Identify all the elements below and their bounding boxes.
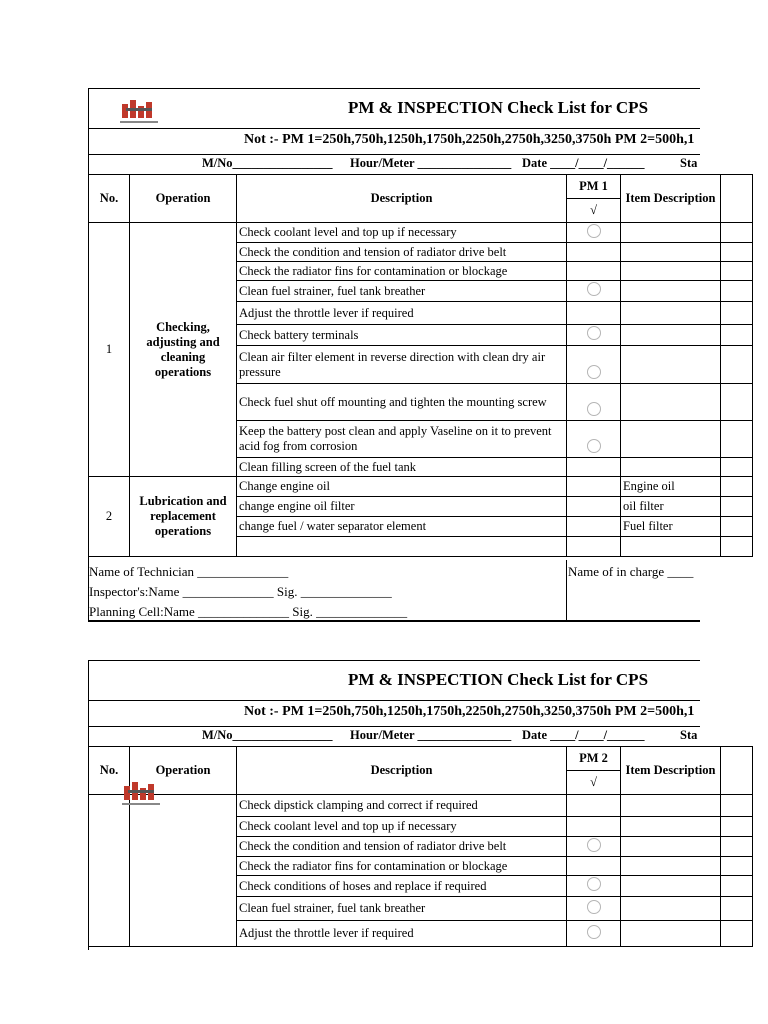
cut-cell <box>721 921 753 947</box>
item-cell <box>621 817 721 837</box>
pm-check-cell[interactable] <box>567 857 621 876</box>
group-number: 2 <box>89 477 130 557</box>
cut-cell <box>721 384 753 421</box>
header-check-mark: √ <box>567 199 621 223</box>
checklist-table <box>88 746 753 947</box>
task-description: Adjust the throttle lever if required <box>237 921 567 947</box>
cut-cell <box>721 795 753 817</box>
date-field[interactable]: Date ____/____/______ <box>522 728 645 742</box>
cut-cell <box>721 223 753 243</box>
task-description: Check coolant level and top up if necessary <box>237 817 567 837</box>
cut-cell <box>721 477 753 497</box>
item-cell: Engine oil <box>621 477 721 497</box>
task-description: Change engine oil <box>237 477 567 497</box>
item-cell <box>621 837 721 857</box>
header-no: No. <box>89 747 130 795</box>
inspector-name-field[interactable]: Inspector's:Name ______________ Sig. ______________ <box>89 584 392 599</box>
pm-check-cell[interactable] <box>567 223 621 243</box>
item-cell <box>621 537 721 557</box>
pm-check-cell[interactable] <box>567 346 621 384</box>
task-description: Check fuel shut off mounting and tighten the mounting screw <box>237 384 567 421</box>
hour-meter-field[interactable]: Hour/Meter _______________ <box>350 156 512 170</box>
pm-interval-text: Not :- PM 1=250h,750h,1250h,1750h,2250h,2750h,3250,3750h PM 2=500h,1 <box>244 704 695 719</box>
check-circle-icon[interactable] <box>587 900 601 914</box>
pm-check-cell[interactable] <box>567 384 621 421</box>
checklist-sheet-1 <box>88 88 716 622</box>
check-circle-icon[interactable] <box>587 326 601 340</box>
header-pm: PM 2 <box>567 747 621 771</box>
cut-cell <box>721 837 753 857</box>
pm-check-cell[interactable] <box>567 421 621 458</box>
pm-check-cell[interactable] <box>567 537 621 557</box>
check-circle-icon[interactable] <box>587 365 601 379</box>
title-row <box>88 88 700 129</box>
group-operation: Checking, adjusting and cleaning operations <box>130 223 237 477</box>
cut-cell <box>721 243 753 262</box>
header-operation: Operation <box>130 747 237 795</box>
pm-interval-note <box>88 700 700 727</box>
cut-cell <box>721 497 753 517</box>
task-description: Clean air filter element in reverse direction with clean dry air pressure <box>237 346 567 384</box>
task-description: Check the radiator fins for contamination or blockage <box>237 857 567 876</box>
header-operation: Operation <box>130 175 237 223</box>
item-cell <box>621 384 721 421</box>
check-circle-icon[interactable] <box>587 282 601 296</box>
check-circle-icon[interactable] <box>587 439 601 453</box>
item-cell <box>621 325 721 346</box>
cut-cell <box>721 897 753 921</box>
item-cell <box>621 421 721 458</box>
item-cell <box>621 223 721 243</box>
cut-cell <box>721 517 753 537</box>
task-description: change engine oil filter <box>237 497 567 517</box>
group-number: 1 <box>89 223 130 477</box>
item-cell <box>621 795 721 817</box>
pm-check-cell[interactable] <box>567 281 621 302</box>
check-circle-icon[interactable] <box>587 925 601 939</box>
task-description: Check coolant level and top up if necessary <box>237 223 567 243</box>
pm-interval-note <box>88 128 700 155</box>
start-field[interactable]: Sta <box>680 728 698 742</box>
check-circle-icon[interactable] <box>587 224 601 238</box>
technician-name-field[interactable]: Name of Technician ______________ <box>89 564 289 579</box>
item-cell <box>621 346 721 384</box>
task-description: Clean filling screen of the fuel tank <box>237 458 567 477</box>
company-logo-icon <box>118 780 166 808</box>
header-item-description: Item Description <box>621 175 721 223</box>
header-description: Description <box>237 175 567 223</box>
footer-divider <box>566 560 567 622</box>
pm-check-cell[interactable] <box>567 876 621 897</box>
task-description: change fuel / water separator element <box>237 517 567 537</box>
task-description: Check conditions of hoses and replace if required <box>237 876 567 897</box>
pm-check-cell[interactable] <box>567 517 621 537</box>
item-cell <box>621 897 721 921</box>
header-check-mark: √ <box>567 771 621 795</box>
planning-cell-name-field[interactable]: Planning Cell:Name ______________ Sig. ______________ <box>89 604 408 619</box>
item-cell <box>621 921 721 947</box>
hour-meter-field[interactable]: Hour/Meter _______________ <box>350 728 512 742</box>
signature-footer <box>88 560 700 622</box>
cut-cell <box>721 876 753 897</box>
pm-interval-text: Not :- PM 1=250h,750h,1250h,1750h,2250h,2750h,3250,3750h PM 2=500h,1 <box>244 132 695 147</box>
title-row <box>88 660 700 701</box>
pm-check-cell[interactable] <box>567 477 621 497</box>
header-no: No. <box>89 175 130 223</box>
item-cell <box>621 876 721 897</box>
task-description: Clean fuel strainer, fuel tank breather <box>237 897 567 921</box>
task-description: Check dipstick clamping and correct if required <box>237 795 567 817</box>
pm-check-cell[interactable] <box>567 897 621 921</box>
in-charge-name-field[interactable]: Name of in charge ____ <box>568 564 694 579</box>
header-cut-cell <box>721 747 753 795</box>
group-operation: Lubrication and replacement operations <box>130 477 237 557</box>
cut-cell <box>721 281 753 302</box>
meta-row <box>88 154 700 175</box>
cut-cell <box>721 302 753 325</box>
frame-border <box>88 620 700 622</box>
header-cut-cell <box>721 175 753 223</box>
cut-cell <box>721 262 753 281</box>
pm-check-cell[interactable] <box>567 243 621 262</box>
pm-check-cell[interactable] <box>567 325 621 346</box>
cut-cell <box>721 857 753 876</box>
cut-cell <box>721 458 753 477</box>
check-circle-icon[interactable] <box>587 402 601 416</box>
pm-check-cell[interactable] <box>567 837 621 857</box>
item-cell <box>621 302 721 325</box>
company-logo-icon <box>116 96 164 126</box>
item-cell <box>621 458 721 477</box>
pm-check-cell[interactable] <box>567 458 621 477</box>
pm-check-cell[interactable] <box>567 262 621 281</box>
item-cell: oil filter <box>621 497 721 517</box>
check-circle-icon[interactable] <box>587 838 601 852</box>
page-title: PM & INSPECTION Check List for CPS <box>348 670 649 689</box>
task-description: Check the condition and tension of radiator drive belt <box>237 243 567 262</box>
pm-check-cell[interactable] <box>567 817 621 837</box>
group-number <box>89 795 130 947</box>
pm-check-cell[interactable] <box>567 302 621 325</box>
cut-cell <box>721 817 753 837</box>
checklist-sheet-2 <box>88 660 716 950</box>
check-circle-icon[interactable] <box>587 877 601 891</box>
task-description: Check the condition and tension of radiator drive belt <box>237 837 567 857</box>
checklist-table <box>88 174 753 557</box>
item-cell <box>621 281 721 302</box>
page-title: PM & INSPECTION Check List for CPS <box>348 98 649 117</box>
task-description: Check battery terminals <box>237 325 567 346</box>
header-description: Description <box>237 747 567 795</box>
task-description: Clean fuel strainer, fuel tank breather <box>237 281 567 302</box>
item-cell <box>621 262 721 281</box>
date-field[interactable]: Date ____/____/______ <box>522 156 645 170</box>
task-description <box>237 537 567 557</box>
start-field[interactable]: Sta <box>680 156 698 170</box>
cut-cell <box>721 346 753 384</box>
header-pm: PM 1 <box>567 175 621 199</box>
meta-row <box>88 726 700 747</box>
pm-check-cell[interactable] <box>567 795 621 817</box>
machine-number-field[interactable]: M/No________________ <box>202 728 333 742</box>
cut-cell <box>721 325 753 346</box>
cut-cell <box>721 537 753 557</box>
cut-cell <box>721 421 753 458</box>
task-description: Check the radiator fins for contamination or blockage <box>237 262 567 281</box>
header-item-description: Item Description <box>621 747 721 795</box>
machine-number-field[interactable]: M/No________________ <box>202 156 333 170</box>
item-cell <box>621 243 721 262</box>
task-description: Adjust the throttle lever if required <box>237 302 567 325</box>
item-cell: Fuel filter <box>621 517 721 537</box>
item-cell <box>621 857 721 876</box>
task-description: Keep the battery post clean and apply Vaseline on it to prevent acid fog from corrosion <box>237 421 567 458</box>
pm-check-cell[interactable] <box>567 497 621 517</box>
group-operation <box>130 795 237 947</box>
pm-check-cell[interactable] <box>567 921 621 947</box>
